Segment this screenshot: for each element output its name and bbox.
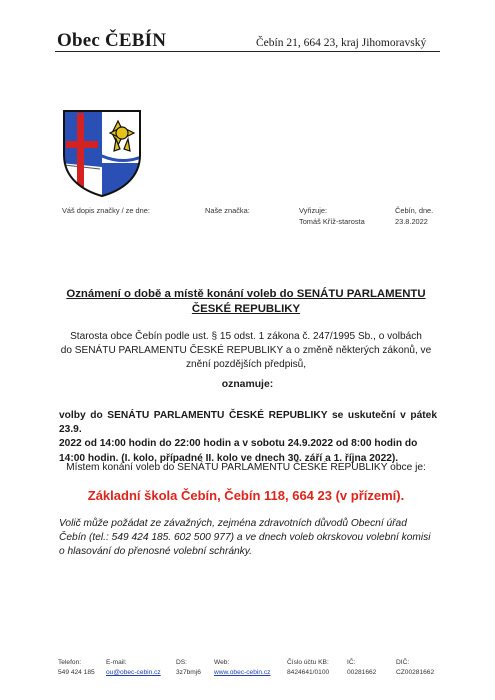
dates-line: 2022 od 14:00 hodin do 22:00 hodin a v sobotu 24.9.2022 od 8:00 hodin do: [59, 438, 418, 450]
footer-email: [106, 658, 161, 678]
footer-account: [287, 658, 329, 678]
handled-by-label: Vyřizuje:: [299, 206, 328, 215]
header-divider: [55, 51, 440, 52]
place-date-label: Čebín, dne.: [395, 206, 434, 215]
footer-phone-value: 549 424 185: [58, 669, 95, 676]
note-line: o hlasování do přenosné volební schránky.: [59, 546, 252, 558]
footer-phone: [58, 658, 95, 678]
footer-dic-value: CZ00281662: [396, 669, 435, 676]
dates-line: 14:00 hodin. (I. kolo, případné II. kolo ve dnech 30. září a 1. října 2022).: [59, 452, 399, 464]
footer-ic-label: IČ:: [347, 659, 356, 666]
footer-web: [214, 658, 270, 678]
coat-of-arms-logo: [60, 107, 144, 199]
handled-by-value: Tomáš Kříž-starosta: [299, 217, 365, 226]
footer-ic: [347, 658, 376, 678]
polling-place: Základní škola Čebín, Čebín 118, 664 23 (v přízemí).: [87, 488, 405, 503]
document-title-line: ČESKÉ REPUBLIKY: [191, 303, 301, 315]
footer-web-link[interactable]: www.obec-cebin.cz: [214, 669, 271, 676]
announce-heading: oznamuje:: [221, 379, 274, 390]
footer-account-value: 8424641/0100: [287, 669, 330, 676]
our-reference-label: Naše značka:: [205, 206, 250, 215]
election-dates-paragraph: [59, 409, 437, 466]
polling-place-lead: Místem konání voleb do SENÁTU PARLAMENTU ČESKÉ REPUBLIKY obce je:: [66, 462, 426, 473]
footer-ds-label: DS:: [176, 659, 187, 666]
intro-line: znění pozdějších předpisů,: [185, 359, 307, 370]
municipality-title: Obec ČEBÍN: [57, 30, 167, 51]
footer-account-label: Číslo účtu KB:: [287, 659, 329, 666]
note-line: Čebín (tel.: 549 424 185. 602 500 977) a ve dnech voleb okrskovou volební komisi: [59, 532, 431, 544]
footer-ic-value: 00281662: [347, 669, 377, 676]
intro-line: Starosta obce Čebín podle ust. § 15 odst. 1 zákona č. 247/1995 Sb., o volbách: [70, 331, 422, 342]
note-line: Volič může požádat ze závažných, zejména zdravotních důvodů Obecní úřad: [59, 518, 407, 529]
footer-email-label: E-mail:: [106, 659, 127, 666]
footer-phone-label: Telefon:: [58, 659, 82, 666]
municipality-address: Čebín 21, 664 23, kraj Jihomoravský: [256, 37, 427, 49]
document-title-line: Oznámení o době a místě konání voleb do SENÁTU PARLAMENTU: [66, 288, 426, 300]
document-title: [40, 287, 452, 317]
your-reference-label: Váš dopis značky / ze dne:: [62, 206, 150, 215]
portable-ballot-note: [59, 517, 437, 560]
intro-line: do SENÁTU PARLAMENTU ČESKÉ REPUBLIKY a o změně některých zákonů, ve: [60, 345, 432, 356]
footer-ds-value: 3z7bmj6: [176, 669, 201, 676]
footer-dic-label: DIČ:: [396, 659, 410, 666]
footer-web-label: Web:: [214, 659, 230, 666]
footer-ds: [176, 658, 201, 678]
place-date-value: 23.8.2022: [395, 217, 428, 226]
footer-email-link[interactable]: ou@obec-cebin.cz: [106, 669, 161, 676]
dates-line: volby do SENÁTU PARLAMENTU ČESKÉ REPUBLIKY se uskuteční v pátek 23.9.: [59, 410, 437, 436]
footer-dic: [396, 658, 434, 678]
intro-paragraph: [40, 330, 452, 372]
